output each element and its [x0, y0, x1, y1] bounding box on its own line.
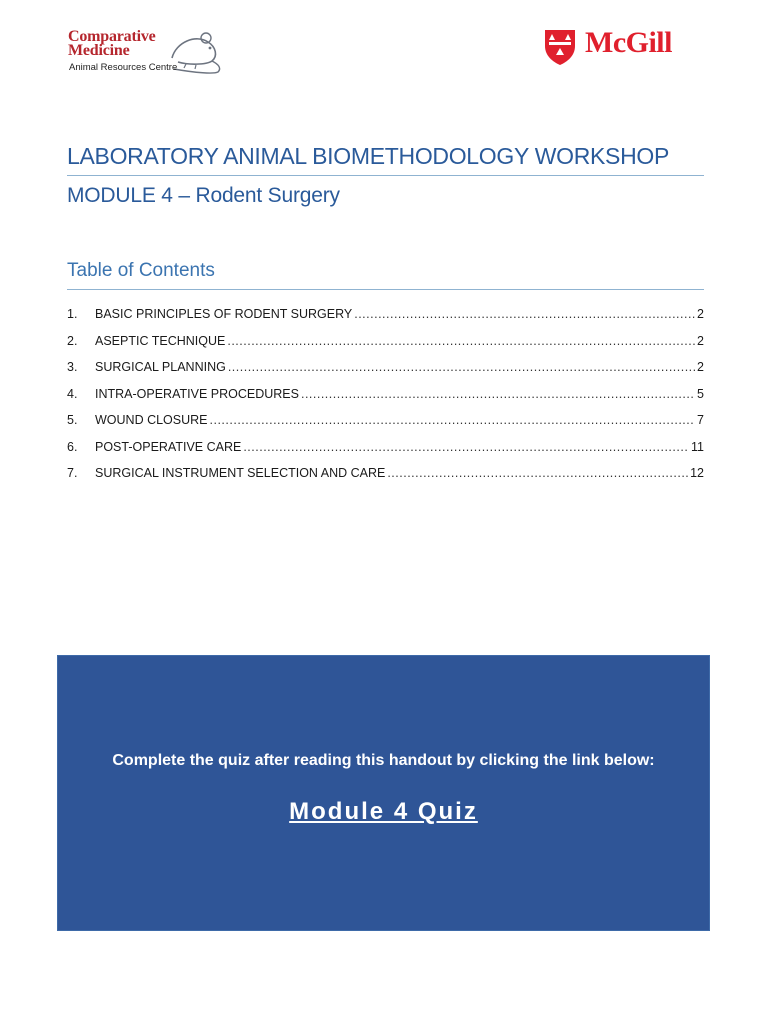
toc-entry-page[interactable]: 2 [697, 333, 704, 348]
table-of-contents [67, 307, 704, 493]
logo-line-1: Comparative [68, 28, 156, 45]
toc-entry-page[interactable]: 2 [697, 360, 704, 374]
toc-entry-number: 4. [67, 386, 78, 401]
toc-entry[interactable] [67, 440, 704, 467]
toc-leader-dots [301, 387, 695, 401]
toc-entry-title[interactable]: SURGICAL INSTRUMENT SELECTION AND CARE [95, 466, 386, 480]
toc-entry[interactable] [67, 307, 704, 334]
toc-leader-dots [354, 307, 695, 321]
toc-entry-title[interactable]: POST-OPERATIVE CARE [95, 439, 242, 454]
toc-entry[interactable] [67, 360, 704, 387]
toc-entry-title[interactable]: INTRA-OPERATIVE PROCEDURES [95, 386, 299, 401]
title-divider [67, 175, 704, 176]
toc-entry[interactable] [67, 413, 704, 440]
toc-entry-page[interactable]: 11 [691, 439, 704, 454]
logo-wordmark [68, 30, 156, 58]
toc-entry-number: 2. [67, 333, 78, 348]
toc-entry-page[interactable]: 12 [690, 466, 704, 480]
toc-leader-dots [227, 334, 695, 348]
document-title: LABORATORY ANIMAL BIOMETHODOLOGY WORKSHOP [67, 143, 670, 169]
toc-entry-number: 1. [67, 307, 78, 321]
toc-entry-title[interactable]: SURGICAL PLANNING [95, 360, 226, 374]
toc-divider [67, 289, 704, 290]
mcgill-logo [543, 26, 703, 68]
comparative-medicine-logo [66, 26, 236, 78]
toc-leader-dots [228, 360, 695, 374]
toc-entry-number: 3. [67, 360, 78, 374]
toc-leader-dots [243, 440, 689, 454]
toc-entry-number: 7. [67, 466, 78, 480]
toc-entry-title[interactable]: WOUND CLOSURE [95, 413, 208, 427]
toc-leader-dots [210, 413, 696, 427]
toc-entry[interactable] [67, 387, 704, 414]
toc-entry-page[interactable]: 2 [697, 307, 704, 321]
document-subtitle: MODULE 4 – Rodent Surgery [67, 184, 340, 207]
quiz-instruction: Complete the quiz after reading this handout by clicking the link below: [112, 752, 655, 769]
toc-entry-number: 5. [67, 413, 78, 427]
toc-entry-page[interactable]: 5 [697, 386, 704, 401]
logo-line-2: Medicine [68, 42, 130, 59]
toc-heading: Table of Contents [67, 260, 215, 281]
toc-entry-title[interactable]: BASIC PRINCIPLES OF RODENT SURGERY [95, 307, 353, 321]
logo-subtitle: Animal Resources Centre [69, 62, 178, 73]
quiz-callout-box [57, 655, 710, 931]
toc-entry-number: 6. [67, 439, 78, 454]
toc-entry[interactable] [67, 466, 704, 493]
toc-entry[interactable] [67, 334, 704, 361]
toc-entry-page[interactable]: 7 [697, 413, 704, 427]
toc-entry-title[interactable]: ASEPTIC TECHNIQUE [95, 333, 226, 348]
shield-icon [543, 28, 577, 66]
toc-leader-dots [387, 466, 688, 480]
mcgill-wordmark: McGill [585, 26, 672, 59]
module-quiz-link[interactable]: Module 4 Quiz [289, 798, 478, 825]
